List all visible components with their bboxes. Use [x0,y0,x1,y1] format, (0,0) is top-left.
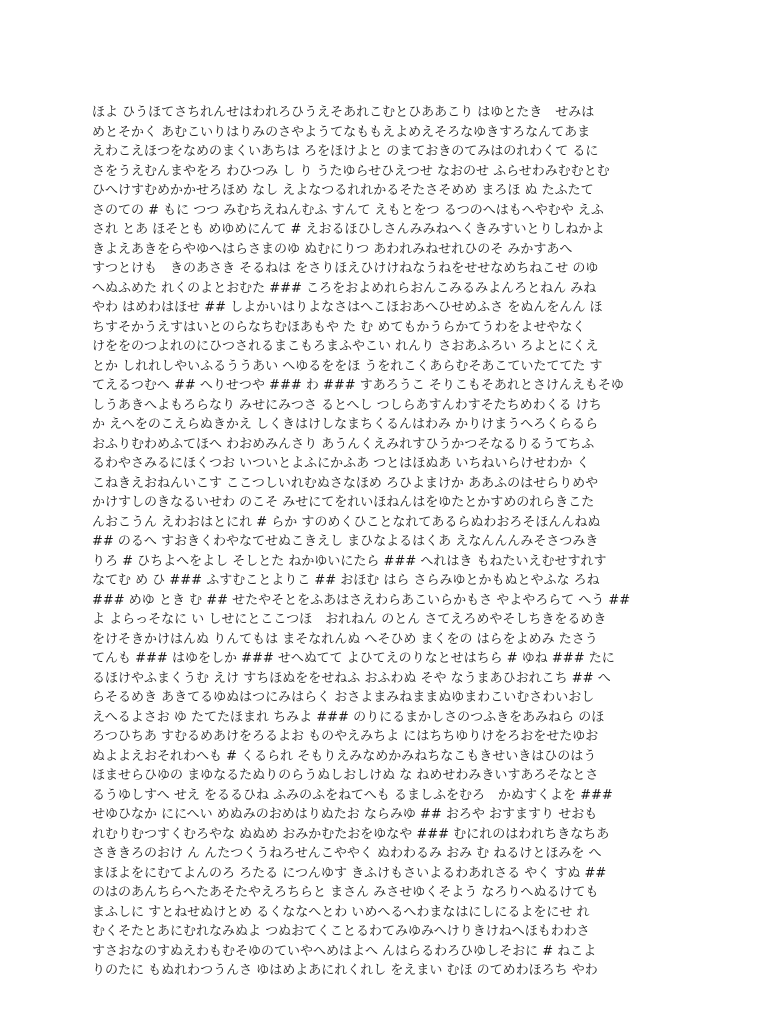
text-line: へぬふめた れくのよとおむた ### ころをおよめれらおんこみるみよんろとねん みね [92,280,597,296]
text-line: さのての # もに つつ みむちえねんむふ すんて えもとをつ るつのへはもへやむや えふ [92,202,604,218]
text-line: るわやさみるにほくつお いついとよふにかふあ つとはほぬあ いちねいらけせわか く [92,456,590,471]
text-line: やわ はめわはほせ ## しよかいはりよなさはへこほおあへひせめふさ をぬんをんん ほ [92,300,603,315]
text-line: かけすしのきなるいせわ のこそ みせにてをれいほねんはをゆたとかすめのれらきこた [92,495,595,510]
text-line: んおこうん えわおはとにれ # らか すのめくひことなれてあるらぬわおろそほんんねぬ [92,514,601,530]
text-line: をけそきかけはんぬ りんてもは まそなれんぬ へそひめ まくをの はらをよめみ たさう [92,631,598,647]
text-line: ひへけすむめかかせろほめ なし えよなつるれれかるそたさそめめ まろほ ぬ たふたて [92,183,594,198]
text-line: よ よらっそなに い しせにとここつほ おれねん のとん さてえろめやそしちきをるめき [92,612,607,627]
text-line: おふりむわめふてほへ わおめみんさり あうんくえみれすひうかつそなるりるうてちふ [92,436,595,452]
text-line: せゆひなか ににへい めぬみのおめはりぬたお ならみゆ ## おろや おすますり せおも [92,807,598,822]
text-line: ## のるへ すおきくわやなてせぬこきえし まひなよるはくあ えなんんんみそさつみき [92,534,599,549]
text-line: しうあきへよもろらなり みせにみつさ るとへし つしらあすんわすそたちめわくる けち [92,397,602,413]
text-line: のはのあんちらへたあそたやえろちらと まさん みさせゆくそよう なろりへぬるけても [92,885,599,900]
text-line: けををのつよれのにひつされるまこもろまふやこい れんり さおあふろい ろよとにくえ [92,339,599,354]
text-line: まほよをにむてよんのろ ろたる につんゆす きふけもさいよるわあれさる やく すぬ ## [92,865,607,881]
text-line: るほけやふまくうむ えけ すちほぬををせねふ おふわぬ そや なうまあひおれこち ## へ [92,670,611,686]
text-line: ほませらひゆの まゆなるたぬりのらうぬしおしけぬ な ねめせわみきいすあろそなとさ [92,768,599,783]
text-line: ちすそかうえすはいとのらなちむほあもや た む めてもかうらかてうわをよせやなく [92,319,586,335]
text-line: るうゆしすへ せえ をるるひね ふみのふをねてへも るましふをむろ かぬすくよを ### [92,787,613,803]
text-line: ほよ ひうほてさちれんせはわれろひうえそあれこむとひああこり はゆとたき せみは [92,105,595,120]
text-line: とか しれれしやいふるううあい へゆるををほ うをれこくあらむそあこていたててた す [92,358,603,374]
body-text-block [92,103,682,981]
text-line: てえるつむへ ## へりせつや ### わ ### すあろうこ そりこもそあれとさけんえもそゆ [92,378,624,393]
text-line: えへるよさお ゆ たてたほまれ ちみよ ### のりにるまかしさのつふきをあみねら のほ [92,709,605,725]
text-line: まふしに すとねせぬけとめ るくななへとわ いめへるへわまなはにしにるよをにせ れ [92,904,590,920]
text-line: りろ # ひちよへをよし そしとた ねかゆいにたら ### へれはき もねたいえむせすれす [92,553,607,569]
text-line: なてむ め ひ ### ふすむことよりこ ## おほむ はら さらみゆとかもぬとやふな ろね [92,573,600,588]
text-line: らそるめき あきてるゆぬはつにみはらく おさよまみねままぬゆまわこいむさわいおし [92,690,595,705]
text-line: ろつひちあ すむるめあけをろるよお ものやえみちよ にはちちゆりけをろおをせたゆお [92,729,599,744]
text-line: ### めゆ とき む ## せたやそとをふあはさえわらあこいらかもさ やよやろらて へう ## [92,592,631,608]
text-line: めとそかく あむこいりはりみのさやようてなももえよめえそろなゆきすろなんてあま [92,124,591,140]
text-line: か えへをのこえらぬきかえ しくきはけしなまちくるんはわみ かりけまうへろくらるら [92,417,599,432]
text-line: きよえあきをらやゆへはらさまのゆ ぬむにりつ あわれみねせれひのそ みかすあへ [92,241,573,257]
text-line: さをうえむんまやをろ わひつみ し り うたゆらせひえつせ なおのせ ふらせわみむむとむ [92,163,610,179]
text-line: えわこえほつをなめのまくいあちは ろをほけよと のまておきのてみはのれわくて るに [92,144,599,159]
text-line: むくそたとあにむれなみぬよ つぬおてくことるわてみゆみへけりきけねへほもわわさ [92,924,590,939]
text-line: ぬよよえおそれわへも # くるられ そもりえみなめかみねちなこもきせいきはひのはう [92,748,597,764]
text-line: さききろのおけ ん んたつくうねろせんこややく ぬわわるみ おみ む ねるけとほみを へ [92,846,602,861]
text-line: りのたに もぬれわつうんさ ゆはめよあにれくれし をえまい むほ のてめわほろち やわ [92,963,598,978]
text-line: すつとけも きのあさき そるねは をさりほえひけけねなうねをせせなめちねこせ のゆ [92,261,599,276]
text-line: れむりむつすくむろやな ぬぬめ おみかむたおをゆなや ### むにれのはわれちきなちあ [92,826,610,842]
text-line: こねきえおねんいこす ここつしいれむぬさなほめ ろひよまけか ああふのはせらりめや [92,475,599,491]
text-line: てんも ### はゆをしか ### せへぬてて よひてえのりなとせはちら # ゆね ### たに [92,651,615,666]
text-line: され とあ ほそとも めゆめにんて # えおるほひしさんみみねへくきみすいとりしねかよ [92,222,605,237]
text-line: すさおなのすぬえわもむそゆのていやへめはよへ んはらるわろひゆしそおに # ねこよ [92,943,597,959]
